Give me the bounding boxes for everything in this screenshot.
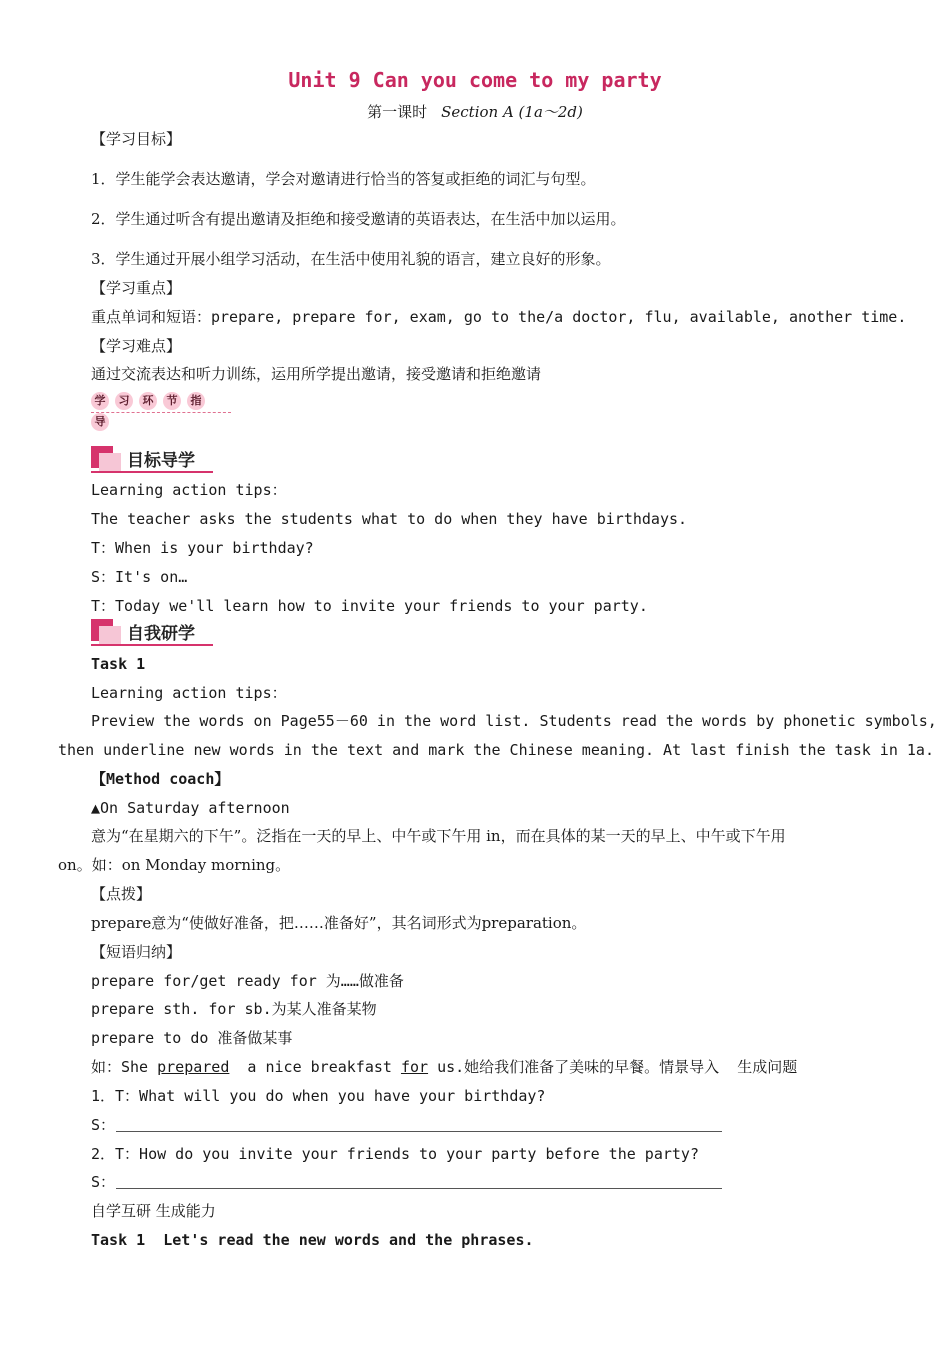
- tip-heading: 【点拨】: [91, 885, 152, 903]
- phrase-item: prepare sth. for sb.为某人准备某物: [91, 1000, 377, 1018]
- method-coach-heading: 【Method coach】: [91, 770, 230, 788]
- objective-item: 3．学生通过开展小组学习活动，在生活中使用礼貌的语言，建立良好的形象。: [91, 250, 611, 268]
- example-line: [91, 1057, 797, 1077]
- section-heading-goals: [91, 446, 213, 476]
- section-heading-text: 目标导学: [127, 451, 195, 471]
- answer-blank[interactable]: [116, 1188, 722, 1189]
- example-prefix: 如：She: [91, 1058, 158, 1076]
- body-line: Preview the words on Page55－60 in the word list. Students read the words by phonetic symbols,: [91, 712, 937, 730]
- heading-marker-icon: [99, 626, 121, 645]
- example-suffix: us.她给我们准备了美味的早餐。情景导入 生成问题: [428, 1058, 798, 1076]
- phrase-line: ▲On Saturday afternoon: [91, 799, 290, 817]
- difficulties-text: 通过交流表达和听力训练，运用所学提出邀请，接受邀请和拒绝邀请: [91, 365, 542, 383]
- document-title: Unit 9 Can you come to my party: [288, 68, 662, 92]
- body-line: 意为“在星期六的下午”。泛指在一天的早上、中午或下午用 in，而在具体的某一天的早上、中午或下午用: [91, 827, 786, 845]
- body-line: The teacher asks the students what to do when they have birthdays.: [91, 510, 688, 528]
- study-guide-banner: [91, 389, 231, 428]
- task-label: Task 1 Let's read the new words and the phrases.: [91, 1231, 534, 1249]
- key-points-heading: 【学习重点】: [91, 279, 182, 297]
- question-line: 1．T：What will you do when you have your birthday?: [91, 1087, 546, 1105]
- dialogue-line: T：When is your birthday?: [91, 539, 314, 557]
- objective-item: 2．学生通过听含有提出邀请及拒绝和接受邀请的英语表达，在生活中加以运用。: [91, 210, 626, 228]
- tip-text: prepare意为“使做好准备，把……准备好”，其名词形式为preparation。: [91, 914, 587, 932]
- objectives-heading: 【学习目标】: [91, 130, 182, 148]
- phrase-item: prepare for/get ready for 为……做准备: [91, 972, 404, 990]
- example-underlined-word: prepared: [157, 1058, 230, 1076]
- banner-char: 学: [91, 392, 109, 410]
- lesson-number: 第一课时: [367, 103, 428, 121]
- heading-marker-icon: [99, 453, 121, 472]
- heading-underline: [91, 644, 213, 646]
- phrases-heading: 【短语归纳】: [91, 943, 182, 961]
- banner-char: 指: [187, 392, 205, 410]
- question-line: 2．T：How do you invite your friends to your party before the party?: [91, 1145, 699, 1163]
- self-study-heading: 自学互研 生成能力: [91, 1202, 216, 1220]
- answer-label: S：: [91, 1173, 116, 1191]
- heading-underline: [91, 471, 213, 473]
- task-label: Task 1: [91, 655, 146, 673]
- objective-item: 1．学生能学会表达邀请，学会对邀请进行恰当的答复或拒绝的词汇与句型。: [91, 170, 596, 188]
- lesson-subtitle: [0, 101, 950, 122]
- section-heading-self-study: [91, 619, 213, 649]
- banner-char: 节: [163, 392, 181, 410]
- banner-underline: [91, 412, 231, 413]
- section-heading-text: 自我研学: [127, 624, 195, 644]
- banner-char: 导: [91, 413, 109, 431]
- section-label: Section A (1a～2d): [441, 103, 583, 121]
- banner-char: 环: [139, 392, 157, 410]
- tips-label: Learning action tips：: [91, 481, 287, 499]
- answer-blank[interactable]: [116, 1131, 722, 1132]
- dialogue-line: T：Today we'll learn how to invite your friends to your party.: [91, 597, 648, 615]
- body-line: then underline new words in the text and mark the Chinese meaning. At last finish the task in 1a.: [58, 741, 934, 759]
- phrase-item: prepare to do 准备做某事: [91, 1029, 293, 1047]
- difficulties-heading: 【学习难点】: [91, 337, 182, 355]
- banner-char: 习: [115, 392, 133, 410]
- example-middle: a nice breakfast: [229, 1058, 401, 1076]
- dialogue-line: S：It's on…: [91, 568, 188, 586]
- example-underlined-word: for: [400, 1058, 429, 1076]
- key-points-text: 重点单词和短语：prepare, prepare for, exam, go to the/a doctor, flu, available, another time.: [91, 308, 907, 326]
- body-line: on。如：on Monday morning。: [58, 856, 291, 874]
- answer-label: S：: [91, 1116, 116, 1134]
- tips-label: Learning action tips：: [91, 684, 287, 702]
